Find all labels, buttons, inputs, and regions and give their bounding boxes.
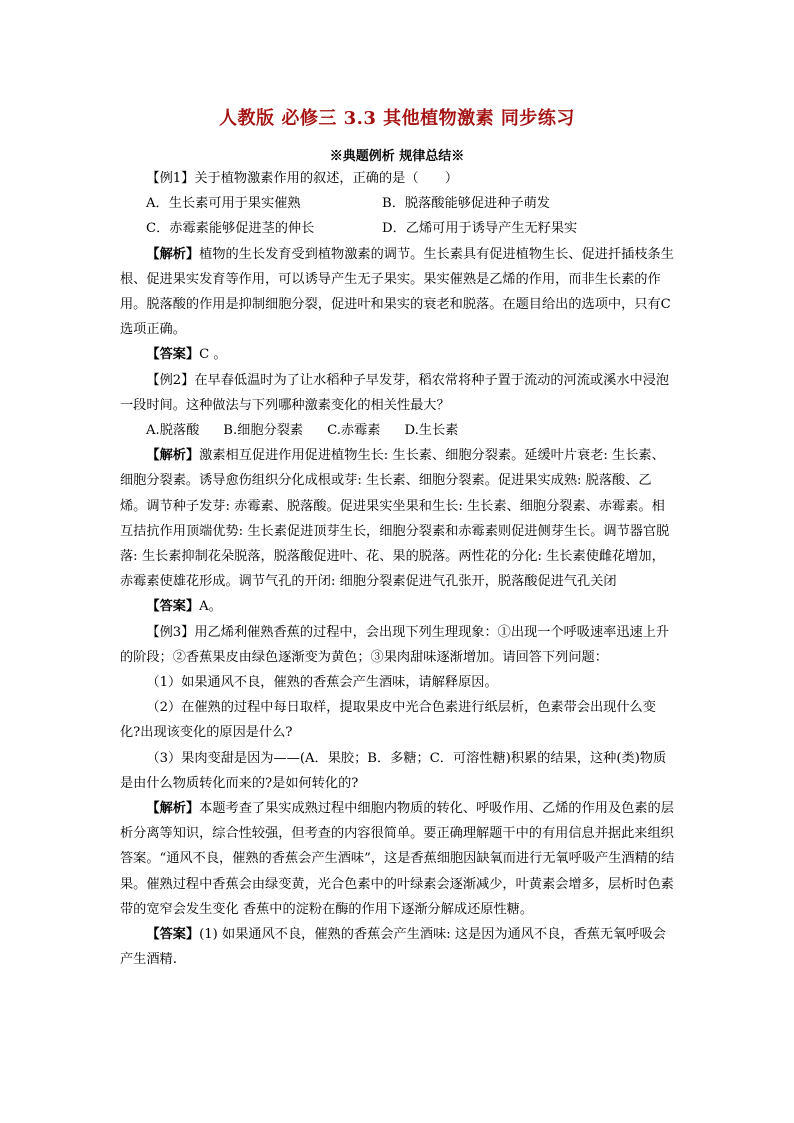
ex3-question: 【例3】用乙烯利催熟香蕉的过程中，会出现下列生理现象：①出现一个呼吸速率迅速上升的阶段；②香蕉果皮由绿色逐渐变为黄色；③果肉甜味逐渐增加。请回答下列问题： bbox=[120, 624, 670, 665]
ex1-question: 【例1】关于植物激素作用的叙述，正确的是（ ） bbox=[146, 171, 459, 186]
ex3-analysis-text: 本题考查了果实成熟过程中细胞内物质的转化、呼吸作用、乙烯的作用及色素的层析分离等知识，综合性较强，但考查的内容很简单。要正确理解题干中的有用信息并据此来组织答案。“通风不良，催熟的香蕉会产生酒味”，这是香蕉细胞因缺氧而进行无氧呼吸产生酒精的结果。催熟过程中香蕉会由绿变黄，光合色素中的叶绿素会逐渐减少，叶黄素会增多，层析时色素带的宽窄会发生变化 香蕉中的淀粉在酶的作用下逐渐分解成还原性糖。 bbox=[120, 801, 675, 917]
ex2-analysis bbox=[120, 443, 676, 594]
ex3-subquestion-1: （1）如果通风不良，催熟的香蕉会产生酒味，请解释原因。 bbox=[146, 675, 498, 691]
ex3-answer-label: 【答案】 bbox=[146, 927, 200, 943]
ex3-analysis bbox=[120, 796, 676, 922]
page-title: 人教版 必修三 3.3 其他植物激素 同步练习 bbox=[219, 108, 575, 129]
ex3-answer bbox=[120, 922, 676, 972]
ex1-answer-label: 【答案】 bbox=[146, 347, 200, 363]
ex2-option-d: D.生长素 bbox=[404, 423, 459, 439]
ex1-option-a: A．生长素可用于果实催熟 bbox=[146, 196, 301, 212]
ex2-answer-text: A。 bbox=[199, 599, 222, 615]
ex1-options-row1 bbox=[120, 191, 676, 216]
ex1-answer-text: C 。 bbox=[199, 347, 227, 363]
ex1-option-b: B．脱落酸能够促进种子萌发 bbox=[382, 196, 550, 212]
ex2-options-row bbox=[120, 418, 676, 443]
ex1-analysis bbox=[120, 242, 676, 343]
ex2-option-a: A.脱落酸 bbox=[146, 423, 200, 439]
ex1-option-d: D．乙烯可用于诱导产生无籽果实 bbox=[382, 221, 578, 237]
ex1-option-c: C．赤霉素能够促进茎的伸长 bbox=[146, 221, 315, 237]
ex2-analysis-label: 【解析】 bbox=[146, 448, 200, 464]
ex2-analysis-text: 激素相互促进作用促进植物生长: 生长素、细胞分裂素。延缓叶片衰老: 生长素、细胞分裂素。诱导愈伤组织分化成根或芽: 生长素、细胞分裂素。促进果实成熟: 脱落酸、乙烯。调节种子发芽: 赤霉素、脱落酸。促进果实坐果和生长: 生长素、细胞分裂素、赤霉素。相互拮抗作用顶端优势: 生长素促进顶芽生长，细胞分裂素和赤霉素则促进侧芽生长。调节器官脱落: 生长素抑制花朵脱落，脱落酸促进叶、花、果的脱落。两性花的分化: 生长素使雌花增加，赤霉素使雄花形成。调节气孔的开闭: 细胞分裂素促进气孔张开，脱落酸促进气孔关闭 bbox=[120, 448, 670, 590]
ex2-option-c: C.赤霉素 bbox=[327, 423, 381, 439]
ex2-answer-label: 【答案】 bbox=[146, 599, 200, 615]
section-subtitle: ※典题例析 规律总结※ bbox=[329, 149, 465, 164]
ex1-analysis-label: 【解析】 bbox=[146, 246, 200, 262]
ex1-options-row2 bbox=[120, 216, 676, 241]
ex2-question: 【例2】在早春低温时为了让水稻种子早发芽，稻农常将种子置于流动的河流或溪水中浸泡一段时间。这种做法与下列哪种激素变化的相关性最大？ bbox=[120, 372, 670, 413]
ex2-answer bbox=[120, 594, 676, 619]
ex2-option-b: B.细胞分裂素 bbox=[223, 423, 304, 439]
ex3-subquestion-2: （2）在催熟的过程中每日取样，提取果皮中光合色素进行纸层析，色素带会出现什么变化?出现该变化的原因是什么? bbox=[120, 700, 656, 741]
ex1-answer bbox=[120, 342, 676, 367]
ex3-analysis-label: 【解析】 bbox=[146, 801, 200, 817]
ex3-answer-text: (1) 如果通风不良，催熟的香蕉会产生酒味: 这是因为通风不良，香蕉无氧呼吸会产生酒精. bbox=[120, 927, 666, 968]
ex3-subquestion-3: （3）果肉变甜是因为——(A．果胶；B．多糖；C．可溶性糖)积累的结果，这种(类)物质是由什么物质转化而来的?是如何转化的? bbox=[120, 750, 667, 791]
document-body bbox=[120, 166, 676, 973]
ex1-analysis-text: 植物的生长发育受到植物激素的调节。生长素具有促进植物生长、促进扦插枝条生根、促进果实发育等作用，可以诱导产生无子果实。果实催熟是乙烯的作用，而非生长素的作用。脱落酸的作用是抑制细胞分裂，促进叶和果实的衰老和脱落。在题目给出的选项中，只有C选项正确。 bbox=[120, 246, 674, 338]
